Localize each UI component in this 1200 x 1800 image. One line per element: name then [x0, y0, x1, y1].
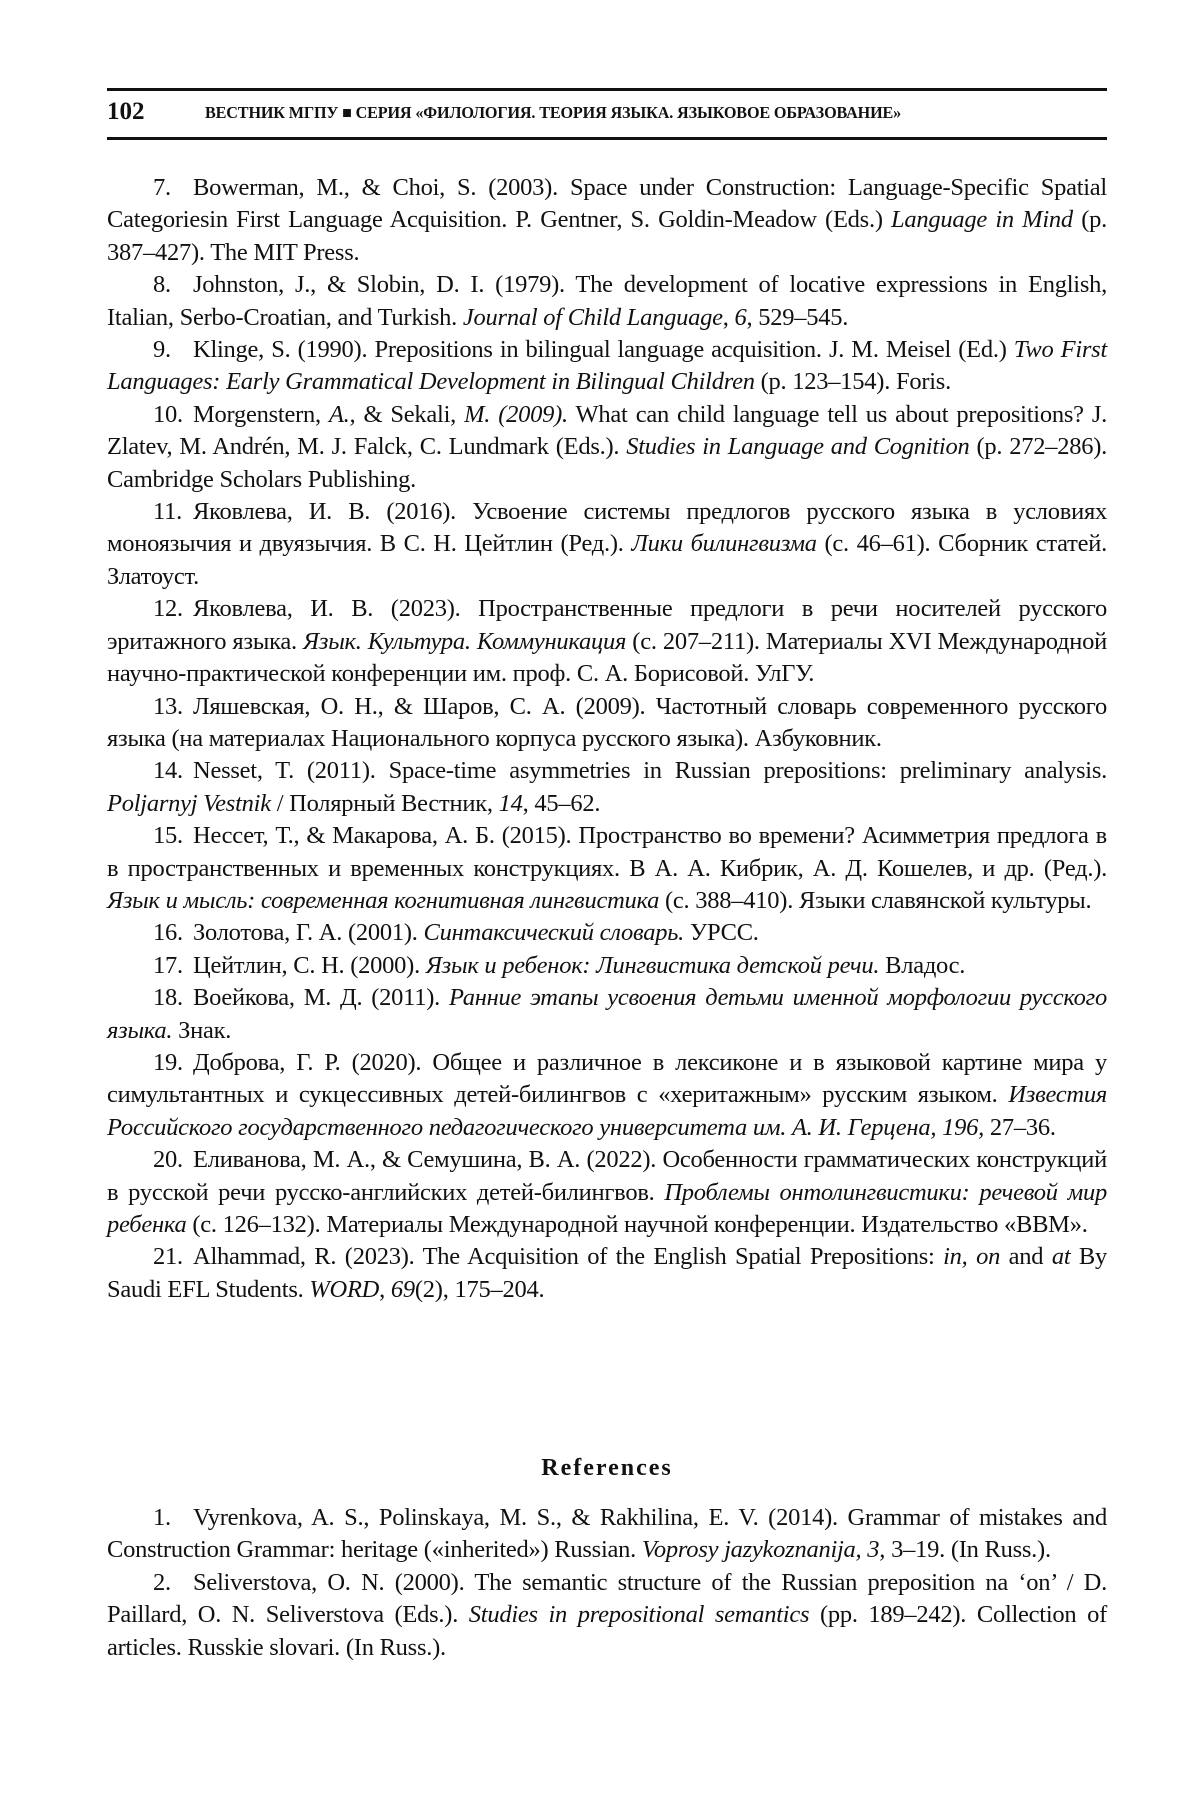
- reference-text: & Sekali,: [355, 401, 464, 428]
- reference-text: (с. 388–410). Языки славянской культуры.: [659, 887, 1091, 914]
- reference-title-italic: 14: [499, 790, 523, 817]
- reference-text: Seliverstova, O. N. (2000). The semantic structure of the Russian preposition na ‘on’ / D. Paillard, O. N. Seliverstova (Eds.).: [107, 1569, 1107, 1628]
- reference-number: 10.: [153, 399, 193, 431]
- reference-number: 13.: [153, 691, 193, 723]
- reference-text: Ляшевская, О. Н., & Шаров, С. А. (2009). Частотный словарь современного русского языка (на материалах Национального корпуса русского языка). Азбуковник.: [107, 693, 1107, 752]
- reference-text: 27–36.: [984, 1114, 1056, 1141]
- reference-text: (p. 123–154). Foris.: [755, 368, 951, 395]
- reference-entry: [107, 1047, 1107, 1144]
- reference-title-italic: Язык и ребенок: Лингвистика детской речи.: [426, 952, 879, 979]
- header-rule-top: [107, 88, 1107, 91]
- reference-title-italic: Язык. Культура. Коммуникация: [303, 628, 626, 655]
- reference-entry: [107, 1144, 1107, 1241]
- reference-text: Alhammad, R. (2023). The Acquisition of the English Spatial Prepositions:: [193, 1243, 943, 1270]
- reference-text: By Saudi EFL Students.: [107, 1243, 1107, 1302]
- reference-number: 9.: [153, 334, 193, 366]
- reference-number: 17.: [153, 950, 193, 982]
- reference-title-italic: Voprosy jazykoznanija, 3,: [642, 1536, 885, 1563]
- reference-text: УРСС.: [684, 919, 759, 946]
- reference-number: 18.: [153, 982, 193, 1014]
- reference-title-italic: M. (2009).: [464, 401, 568, 428]
- reference-text: Bowerman, M., & Choi, S. (2003). Space under Construction: Language-Specific Spatial Categoriesin First Language Acquisition. P. Gentner, S. Goldin-Meadow (Eds.): [107, 174, 1107, 233]
- reference-number: 12.: [153, 593, 193, 625]
- reference-text: Johnston, J., & Slobin, D. I. (1979). The development of locative expressions in English, Italian, Serbo-Croatian, and Turkish.: [107, 271, 1107, 330]
- reference-title-italic: Studies in prepositional semantics: [469, 1601, 810, 1628]
- reference-text: Яковлева, И. В. (2016). Усвоение системы предлогов русского языка в условиях моноязычия и двуязычия. В С. Н. Цейтлин (Ред.).: [107, 498, 1107, 557]
- reference-text: Нессет, Т., & Макарова, А. Б. (2015). Пространство во времени? Асимметрия предлога в в пространственных и временных конструкциях. В А. А. Кибрик, А. Д. Кошелев, и др. (Ред.).: [107, 822, 1107, 881]
- reference-text: 3–19. (In Russ.).: [885, 1536, 1051, 1563]
- reference-text: (с. 46–61). Сборник статей. Златоуст.: [107, 530, 1107, 589]
- reference-entry: [107, 269, 1107, 334]
- reference-text: Яковлева, И. В. (2023). Пространственные предлоги в речи носителей русского эритажного языка.: [107, 595, 1107, 654]
- reference-text: , 45–62.: [523, 790, 601, 817]
- reference-text: (p. 272–286). Cambridge Scholars Publishing.: [107, 433, 1107, 492]
- reference-text: (2), 175–204.: [415, 1276, 544, 1303]
- reference-title-italic: Лики билингвизма: [631, 530, 816, 557]
- reference-title-italic: A.,: [329, 401, 355, 428]
- reference-text: Vyrenkova, A. S., Polinskaya, M. S., & Rakhilina, E. V. (2014). Grammar of mistakes and Construction Grammar: heritage («inherited») Russian.: [107, 1504, 1107, 1563]
- reference-number: 14.: [153, 755, 193, 787]
- running-header-title: ВЕСТНИК МГПУ ■ СЕРИЯ «ФИЛОЛОГИЯ. ТЕОРИЯ ЯЗЫКА. ЯЗЫКОВОЕ ОБРАЗОВАНИЕ»: [205, 103, 1077, 123]
- reference-entry: [107, 496, 1107, 593]
- reference-entry: [107, 334, 1107, 399]
- reference-entry: [107, 1567, 1107, 1664]
- reference-number: 20.: [153, 1144, 193, 1176]
- reference-text: Знак.: [172, 1017, 231, 1044]
- reference-title-italic: in, on: [943, 1243, 1000, 1270]
- reference-text: , 529–545.: [747, 304, 849, 331]
- reference-text: (с. 207–211). Материалы XVI Международной научно-практической конференции им. проф. С. А. Борисовой. УлГУ.: [107, 628, 1107, 687]
- reference-number: 11.: [153, 496, 193, 528]
- reference-title-italic: 69: [391, 1276, 415, 1303]
- reference-entry: [107, 593, 1107, 690]
- reference-title-italic: at: [1052, 1243, 1071, 1270]
- reference-number: 2.: [153, 1567, 193, 1599]
- reference-number: 16.: [153, 917, 193, 949]
- reference-title-italic: Ранние этапы усвоения детьми именной морфологии русского языка.: [107, 984, 1107, 1043]
- reference-title-italic: Синтаксический словарь.: [424, 919, 684, 946]
- reference-text: Доброва, Г. Р. (2020). Общее и различное в лексиконе и в языковой картине мира у симультантных и сукцессивных детей-билингвов с «херитажным» русским языком.: [107, 1049, 1107, 1108]
- reference-text: and: [1000, 1243, 1052, 1270]
- reference-text: (с. 126–132). Материалы Международной научной конференции. Издательство «ВВМ».: [187, 1211, 1088, 1238]
- references-heading: References: [107, 1455, 1107, 1482]
- reference-entry: [107, 399, 1107, 496]
- reference-text: Владос.: [879, 952, 965, 979]
- reference-text: Цейтлин, С. Н. (2000).: [193, 952, 426, 979]
- reference-entry: [107, 982, 1107, 1047]
- reference-entry: [107, 950, 1107, 982]
- reference-title-italic: 6: [735, 304, 747, 331]
- reference-entry: [107, 820, 1107, 917]
- reference-text: What can child language tell us about prepositions? J. Zlatev, M. Andrén, M. J. Falck, C. Lundmark (Eds.).: [107, 401, 1107, 460]
- reference-title-italic: Проблемы онтолингвистики: речевой мир ребенка: [107, 1179, 1107, 1238]
- reference-title-italic: Two First Languages: Early Grammatical Development in Bilingual Children: [107, 336, 1107, 395]
- reference-title-italic: WORD: [309, 1276, 379, 1303]
- reference-text: Воейкова, М. Д. (2011).: [193, 984, 449, 1011]
- literature-list: [107, 172, 1107, 1306]
- reference-entry: [107, 172, 1107, 269]
- reference-title-italic: Poljarnyj Vestnik: [107, 790, 271, 817]
- reference-number: 19.: [153, 1047, 193, 1079]
- reference-text: Morgenstern,: [193, 401, 329, 428]
- reference-title-italic: Известия Российского государственного педагогического университета им. А. И. Герцена, 196,: [107, 1081, 1107, 1140]
- reference-title-italic: Язык и мысль: современная когнитивная лингвистика: [107, 887, 659, 914]
- reference-title-italic: Studies in Language and Cognition: [626, 433, 969, 460]
- reference-text: (pp. 189–242). Collection of articles. Russkie slovari. (In Russ.).: [107, 1601, 1107, 1660]
- page-number: 102: [107, 98, 145, 126]
- reference-number: 21.: [153, 1241, 193, 1273]
- reference-entry: [107, 755, 1107, 820]
- reference-entry: [107, 917, 1107, 949]
- reference-text: ,: [379, 1276, 391, 1303]
- reference-text: ,: [723, 304, 735, 331]
- reference-number: 8.: [153, 269, 193, 301]
- header-rule-bottom: [107, 137, 1107, 140]
- reference-text: Еливанова, М. А., & Семушина, В. А. (2022). Особенности грамматических конструкций в русской речи русско-английских детей-билингвов.: [107, 1146, 1107, 1205]
- references-list: [107, 1502, 1107, 1664]
- reference-text: (p. 387–427). The MIT Press.: [107, 206, 1107, 265]
- reference-text: Nesset, T. (2011). Space-time asymmetries in Russian prepositions: preliminary analysis.: [193, 757, 1107, 784]
- reference-title-italic: Journal of Child Language: [463, 304, 723, 331]
- reference-text: Золотова, Г. А. (2001).: [193, 919, 424, 946]
- reference-text: Klinge, S. (1990). Prepositions in bilingual language acquisition. J. M. Meisel (Ed.): [193, 336, 1014, 363]
- reference-number: 7.: [153, 172, 193, 204]
- reference-text: / Полярный Вестник,: [271, 790, 499, 817]
- reference-number: 15.: [153, 820, 193, 852]
- reference-entry: [107, 1502, 1107, 1567]
- reference-entry: [107, 691, 1107, 756]
- reference-title-italic: Language in Mind: [891, 206, 1073, 233]
- reference-entry: [107, 1241, 1107, 1306]
- reference-number: 1.: [153, 1502, 193, 1534]
